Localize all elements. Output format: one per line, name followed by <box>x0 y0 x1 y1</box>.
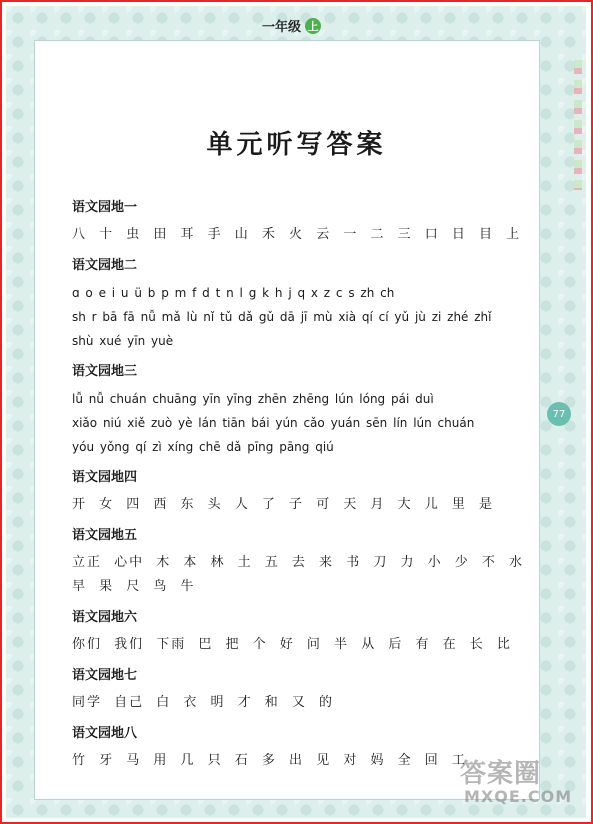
watermark-url: MXQE.COM <box>464 787 573 806</box>
answer-row: 八 十 虫 田 耳 手 山 禾 火 云 一 二 三 口 日 目 上 <box>72 227 522 242</box>
answer-row: 开 女 四 西 东 头 人 了 子 可 天 月 大 儿 里 是 <box>72 497 494 512</box>
section-heading: 语文园地一 <box>72 200 138 215</box>
section-heading: 语文园地二 <box>72 258 138 273</box>
answer-row: shù xué yīn yuè <box>72 334 174 348</box>
section-heading: 语文园地三 <box>72 364 138 379</box>
answer-row: 同学 自己 白 衣 明 才 和 又 的 <box>72 695 335 710</box>
site-watermark <box>460 760 572 806</box>
section-heading: 语文园地七 <box>72 668 138 683</box>
section-unit-1 <box>72 200 542 244</box>
answer-row: 早 果 尺 鸟 牛 <box>72 579 196 594</box>
section-unit-4 <box>72 470 542 514</box>
section-unit-7 <box>72 668 542 712</box>
section-unit-2 <box>72 258 542 350</box>
grade-label: 一年级 <box>262 20 302 35</box>
page-number: 77 <box>547 402 571 426</box>
page-title: 单元听写答案 <box>206 130 387 160</box>
answer-row: 竹 牙 马 用 几 只 石 多 出 见 对 妈 全 回 工 <box>72 753 467 768</box>
watermark-logo-text: 答案圈 <box>460 759 542 789</box>
section-heading: 语文园地八 <box>72 726 138 741</box>
dictation-answers <box>72 200 542 776</box>
answer-row: 立正 心中 木 本 林 土 五 去 来 书 刀 力 小 少 不 水 <box>72 555 524 570</box>
answer-row: ɑ o e i u ü b p m f d t n l g k h j q x z c s zh ch <box>72 286 395 300</box>
section-heading: 语文园地六 <box>72 610 138 625</box>
page-header <box>262 16 321 35</box>
section-heading: 语文园地四 <box>72 470 138 485</box>
section-unit-3 <box>72 364 542 456</box>
answer-row: lǚ nǚ chuán chuāng yīn yīng zhēn zhēng lún lóng pái duì <box>72 392 434 406</box>
answer-row: yóu yǒng qí zì xíng chē dǎ pīng pāng qiú <box>72 440 334 454</box>
answer-row: 你们 我们 下雨 巴 把 个 好 问 半 从 后 有 在 长 比 <box>72 637 512 652</box>
section-unit-5 <box>72 528 542 596</box>
term-badge: 上 <box>305 18 321 34</box>
section-heading: 语文园地五 <box>72 528 138 543</box>
section-unit-6 <box>72 610 542 654</box>
answer-row: sh r bā fā nǚ mǎ lù nǐ tǔ dǎ gǔ dā jī mù xià qí cí yǔ jù zi zhé zhǐ <box>72 310 492 324</box>
answer-row: xiǎo niú xiě zuò yè lán tiān bái yún cǎo yuán sēn lín lún chuán <box>72 416 475 430</box>
